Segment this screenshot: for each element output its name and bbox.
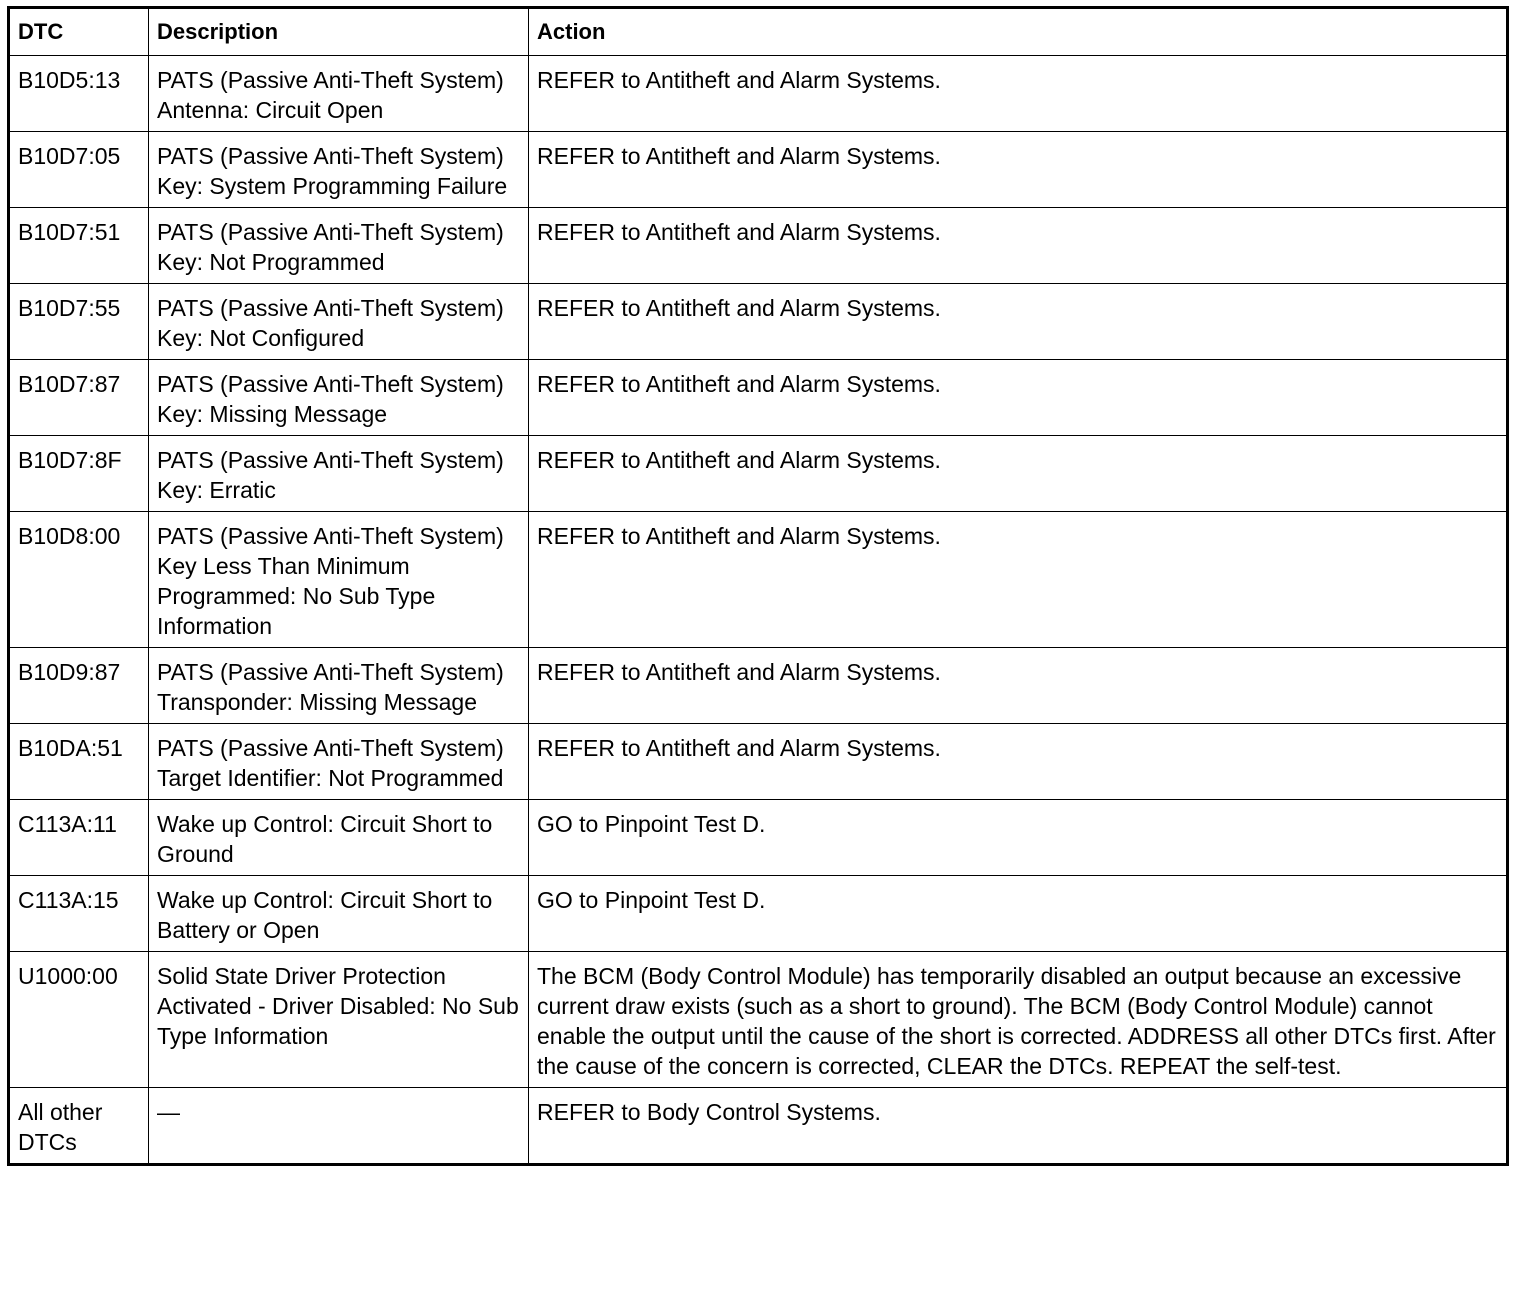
- header-row: [9, 8, 1508, 56]
- description-cell: PATS (Passive Anti-Theft System) Key Less Than Minimum Programmed: No Sub Type Information: [149, 512, 529, 648]
- dtc-table: [7, 6, 1509, 1166]
- description-cell: PATS (Passive Anti-Theft System) Key: Missing Message: [149, 360, 529, 436]
- dtc-code-cell: B10D7:87: [9, 360, 149, 436]
- dtc-code-cell: B10D7:05: [9, 132, 149, 208]
- table-row: [9, 952, 1508, 1088]
- table-body: [9, 56, 1508, 1165]
- table-row: [9, 436, 1508, 512]
- action-cell: The BCM (Body Control Module) has temporarily disabled an output because an excessive current draw exists (such as a short to ground). The BCM (Body Control Module) cannot enable the output until the cause of the short is corrected. ADDRESS all other DTCs first. After the cause of the concern is corrected, CLEAR the DTCs. REPEAT the self-test.: [529, 952, 1508, 1088]
- header-description: Description: [149, 8, 529, 56]
- description-cell: PATS (Passive Anti-Theft System) Key: Not Configured: [149, 284, 529, 360]
- action-cell: GO to Pinpoint Test D.: [529, 876, 1508, 952]
- action-cell: REFER to Antitheft and Alarm Systems.: [529, 648, 1508, 724]
- table-row: [9, 208, 1508, 284]
- action-cell: REFER to Antitheft and Alarm Systems.: [529, 512, 1508, 648]
- description-cell: —: [149, 1088, 529, 1165]
- description-cell: PATS (Passive Anti-Theft System) Key: Not Programmed: [149, 208, 529, 284]
- dtc-code-cell: C113A:15: [9, 876, 149, 952]
- description-cell: Wake up Control: Circuit Short to Ground: [149, 800, 529, 876]
- action-cell: REFER to Antitheft and Alarm Systems.: [529, 724, 1508, 800]
- header-action: Action: [529, 8, 1508, 56]
- table-row: [9, 724, 1508, 800]
- dtc-code-cell: U1000:00: [9, 952, 149, 1088]
- description-cell: PATS (Passive Anti-Theft System) Antenna: Circuit Open: [149, 56, 529, 132]
- action-cell: GO to Pinpoint Test D.: [529, 800, 1508, 876]
- table-row: [9, 648, 1508, 724]
- table-row: [9, 132, 1508, 208]
- dtc-code-cell: B10DA:51: [9, 724, 149, 800]
- table-row: [9, 876, 1508, 952]
- description-cell: PATS (Passive Anti-Theft System) Key: System Programming Failure: [149, 132, 529, 208]
- description-cell: Solid State Driver Protection Activated - Driver Disabled: No Sub Type Information: [149, 952, 529, 1088]
- table-row: [9, 360, 1508, 436]
- dtc-code-cell: B10D9:87: [9, 648, 149, 724]
- dtc-code-cell: B10D5:13: [9, 56, 149, 132]
- table-header: [9, 8, 1508, 56]
- action-cell: REFER to Antitheft and Alarm Systems.: [529, 436, 1508, 512]
- description-cell: PATS (Passive Anti-Theft System) Transponder: Missing Message: [149, 648, 529, 724]
- description-cell: PATS (Passive Anti-Theft System) Target Identifier: Not Programmed: [149, 724, 529, 800]
- dtc-code-cell: B10D8:00: [9, 512, 149, 648]
- action-cell: REFER to Antitheft and Alarm Systems.: [529, 208, 1508, 284]
- action-cell: REFER to Antitheft and Alarm Systems.: [529, 360, 1508, 436]
- table-row: [9, 284, 1508, 360]
- table-row: [9, 512, 1508, 648]
- dtc-code-cell: All other DTCs: [9, 1088, 149, 1165]
- dtc-code-cell: B10D7:55: [9, 284, 149, 360]
- dtc-table-container: [7, 6, 1506, 1166]
- dtc-code-cell: B10D7:8F: [9, 436, 149, 512]
- dtc-code-cell: B10D7:51: [9, 208, 149, 284]
- table-row: [9, 1088, 1508, 1165]
- action-cell: REFER to Antitheft and Alarm Systems.: [529, 132, 1508, 208]
- description-cell: Wake up Control: Circuit Short to Battery or Open: [149, 876, 529, 952]
- action-cell: REFER to Antitheft and Alarm Systems.: [529, 56, 1508, 132]
- table-row: [9, 800, 1508, 876]
- action-cell: REFER to Body Control Systems.: [529, 1088, 1508, 1165]
- description-cell: PATS (Passive Anti-Theft System) Key: Erratic: [149, 436, 529, 512]
- dtc-code-cell: C113A:11: [9, 800, 149, 876]
- action-cell: REFER to Antitheft and Alarm Systems.: [529, 284, 1508, 360]
- table-row: [9, 56, 1508, 132]
- header-dtc: DTC: [9, 8, 149, 56]
